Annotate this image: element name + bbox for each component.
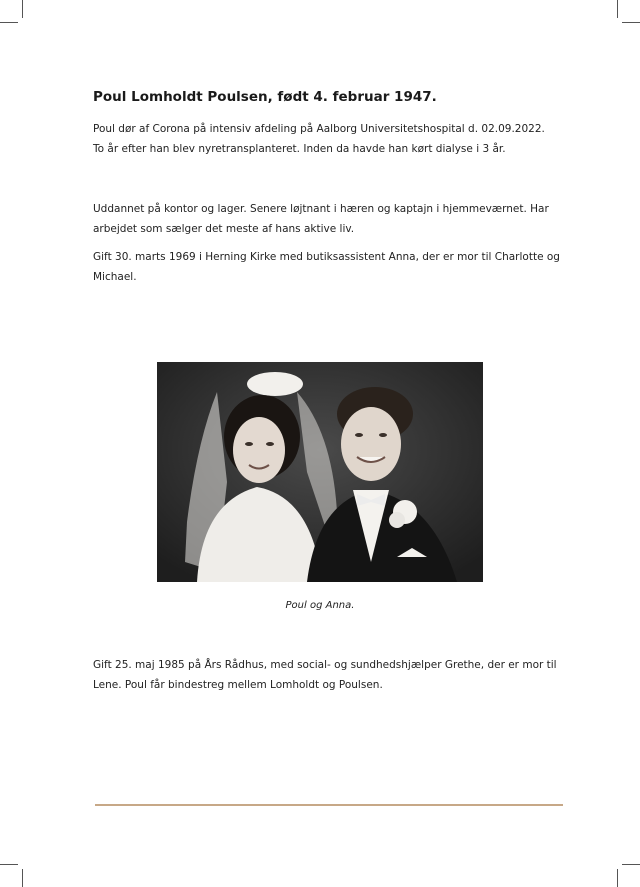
- wedding-photo: [157, 362, 483, 582]
- paragraph-line: arbejdet som sælger det meste af hans aktive liv.: [93, 223, 355, 235]
- crop-mark: [617, 0, 618, 18]
- page-title: [93, 87, 437, 107]
- wedding-photo-illustration: [157, 362, 483, 582]
- crop-mark: [0, 22, 18, 23]
- title-first-name: Poul: [93, 89, 127, 105]
- paragraph-second-marriage: [93, 655, 563, 695]
- crop-mark: [617, 869, 618, 887]
- crop-mark: [22, 869, 23, 887]
- paragraph-line: Lene. Poul får bindestreg mellem Lomholdt og Poulsen.: [93, 679, 383, 691]
- footer-rule: [95, 804, 563, 806]
- crop-mark: [0, 864, 18, 865]
- crop-mark: [22, 0, 23, 18]
- photo-caption: Poul og Anna.: [285, 600, 355, 611]
- paragraph-line: Michael.: [93, 271, 137, 283]
- paragraph-line: To år efter han blev nyretransplanteret. Inden da havde han kørt dialyse i 3 år.: [93, 143, 506, 155]
- crop-mark: [622, 864, 640, 865]
- paragraph-career: [93, 199, 563, 239]
- paragraph-death: [93, 119, 563, 159]
- paragraph-line: Gift 25. maj 1985 på Års Rådhus, med social- og sundhedshjælper Grethe, der er mor til: [93, 659, 557, 671]
- paragraph-first-marriage: [93, 247, 563, 287]
- paragraph-line: Poul dør af Corona på intensiv afdeling på Aalborg Universitetshospital d. 02.09.2022.: [93, 123, 545, 135]
- paragraph-line: Uddannet på kontor og lager. Senere løjtnant i hæren og kaptajn i hjemmeværnet. Har: [93, 203, 549, 215]
- paragraph-line: Gift 30. marts 1969 i Herning Kirke med butiksassistent Anna, der er mor til Charlotte og: [93, 251, 560, 263]
- crop-mark: [622, 22, 640, 23]
- title-rest: Lomholdt Poulsen, født 4. februar 1947.: [126, 89, 437, 105]
